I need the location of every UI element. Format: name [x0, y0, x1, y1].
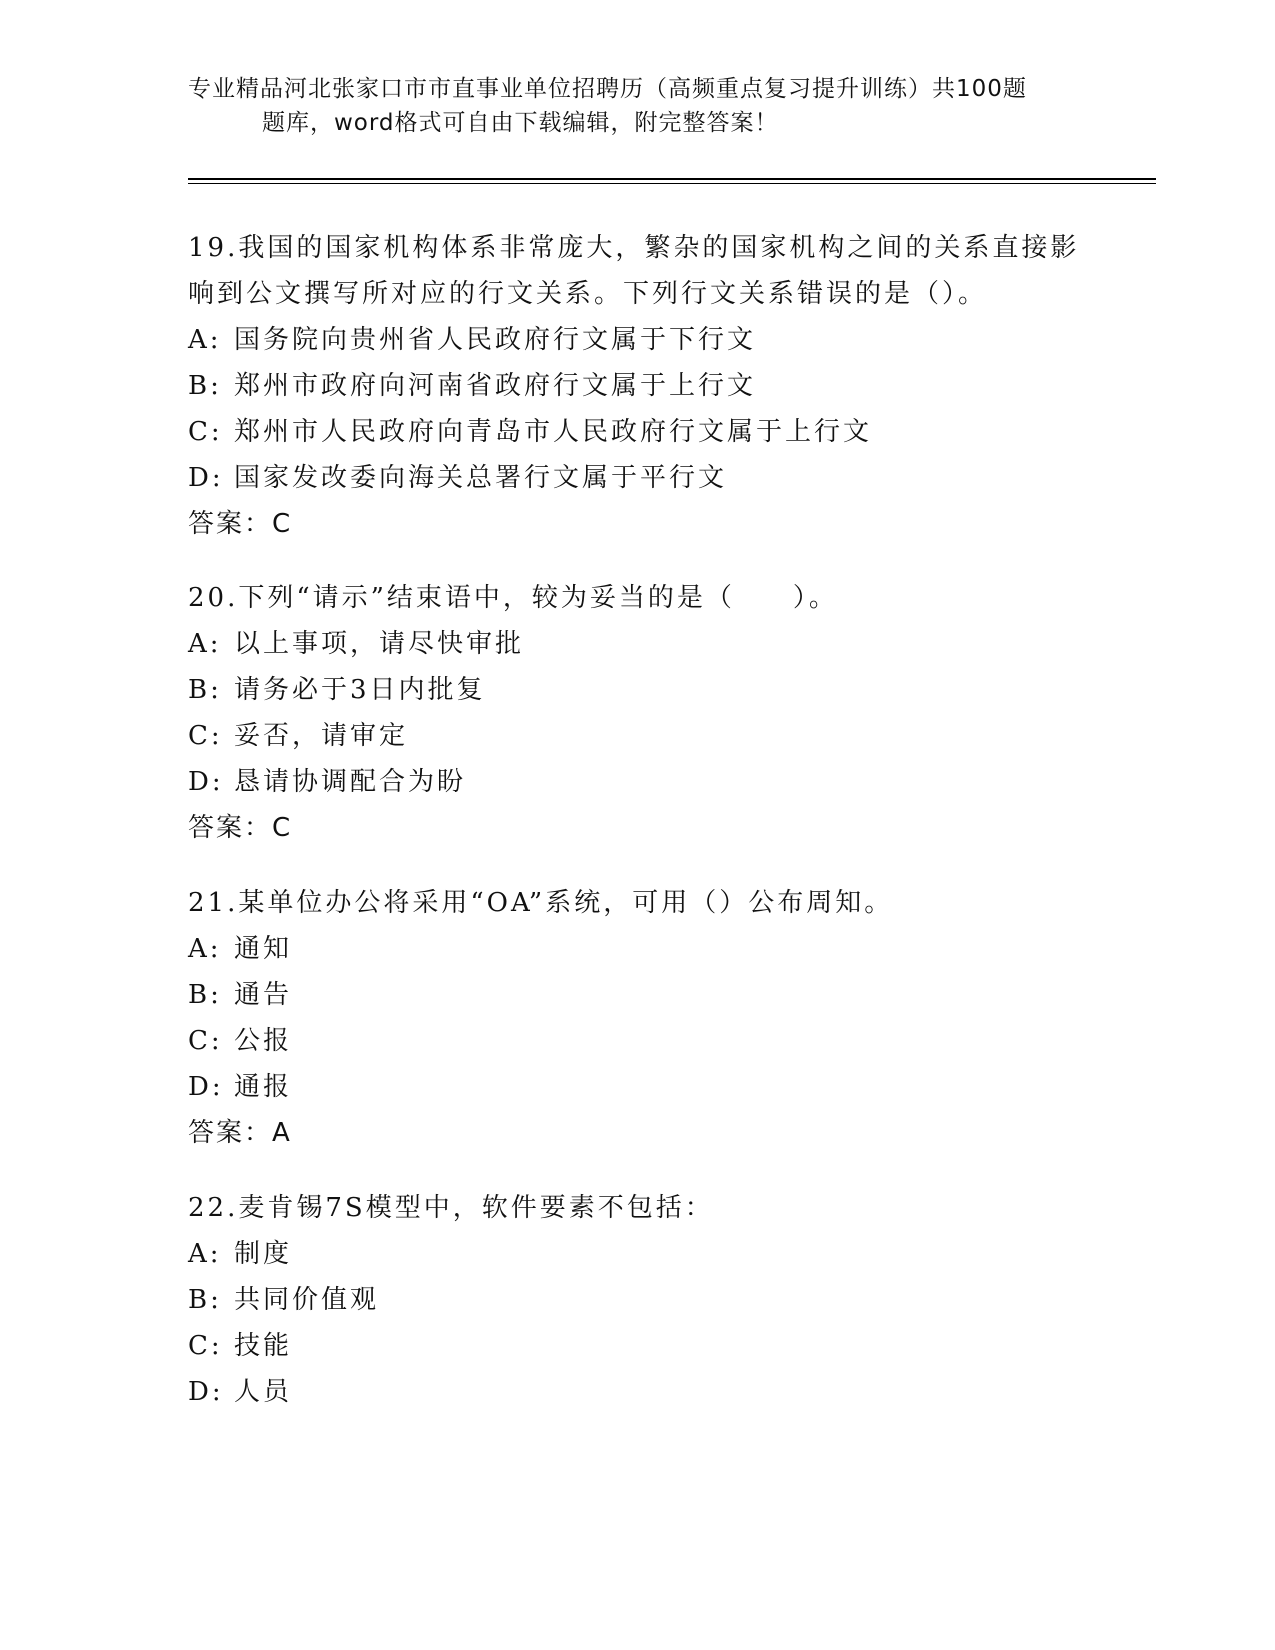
option-key: A: [188, 325, 222, 355]
option-text: 通报 [234, 1072, 293, 1102]
option-key: B: [188, 371, 222, 401]
option-text: 公报 [234, 1026, 293, 1056]
option-d [188, 1064, 1088, 1110]
answer-line: 答案：A [188, 1118, 292, 1148]
header-divider-thick [188, 178, 1156, 180]
option-key: A: [188, 629, 222, 659]
option-text: 共同价值观 [234, 1285, 380, 1315]
option-d [188, 455, 1088, 501]
question-stem: 19.我国的国家机构体系非常庞大，繁杂的国家机构之间的关系直接影 [188, 233, 1080, 263]
question-20 [188, 575, 1088, 851]
option-key: B: [188, 1285, 222, 1315]
header-title-line2: 题库，word格式可自由下载编辑，附完整答案！ [262, 110, 779, 136]
option-text: 请务必于3日内批复 [234, 675, 486, 705]
question-stem-continued: 响到公文撰写所对应的行文关系。下列行文关系错误的是（）。 [188, 279, 988, 309]
option-key: B: [188, 980, 222, 1010]
option-a [188, 1231, 1088, 1277]
answer-line: 答案：C [188, 813, 293, 843]
option-a [188, 621, 1088, 667]
option-key: D: [188, 463, 224, 493]
option-a [188, 926, 1088, 972]
option-a [188, 317, 1088, 363]
option-text: 国家发改委向海关总署行文属于平行文 [234, 463, 728, 493]
option-d [188, 1369, 1088, 1415]
document-header [188, 72, 1068, 140]
option-b [188, 972, 1088, 1018]
option-text: 以上事项，请尽快审批 [234, 629, 525, 659]
option-key: B: [188, 675, 222, 705]
option-c [188, 1018, 1088, 1064]
option-c [188, 409, 1088, 455]
option-text: 技能 [234, 1331, 293, 1361]
option-text: 郑州市人民政府向青岛市人民政府行文属于上行文 [234, 417, 873, 447]
question-stem: 22.麦肯锡7S模型中，软件要素不包括： [188, 1193, 714, 1223]
option-text: 制度 [234, 1239, 293, 1269]
option-key: D: [188, 1072, 224, 1102]
option-key: C: [188, 1331, 223, 1361]
option-text: 郑州市政府向河南省政府行文属于上行文 [234, 371, 757, 401]
answer-line: 答案：C [188, 509, 293, 539]
header-title-line1: 专业精品河北张家口市市直事业单位招聘历（高频重点复习提升训练）共100题 [188, 76, 1027, 102]
option-b [188, 363, 1088, 409]
option-key: C: [188, 1026, 223, 1056]
option-key: A: [188, 1239, 222, 1269]
option-text: 通告 [234, 980, 293, 1010]
question-stem: 21.某单位办公将采用“OA”系统，可用（）公布周知。 [188, 888, 894, 918]
header-divider-thin [188, 183, 1156, 184]
option-key: A: [188, 934, 222, 964]
question-stem: 20.下列“请示”结束语中，较为妥当的是（ ）。 [188, 583, 838, 613]
option-b [188, 667, 1088, 713]
question-21 [188, 880, 1088, 1156]
option-text: 人员 [234, 1377, 293, 1407]
option-d [188, 759, 1088, 805]
option-text: 恳请协调配合为盼 [234, 767, 467, 797]
option-b [188, 1277, 1088, 1323]
option-key: C: [188, 417, 223, 447]
question-19 [188, 225, 1088, 547]
option-text: 妥否，请审定 [234, 721, 409, 751]
option-text: 国务院向贵州省人民政府行文属于下行文 [234, 325, 757, 355]
option-key: C: [188, 721, 223, 751]
option-key: D: [188, 1377, 224, 1407]
option-c [188, 713, 1088, 759]
option-c [188, 1323, 1088, 1369]
option-text: 通知 [234, 934, 293, 964]
question-22 [188, 1185, 1088, 1415]
option-key: D: [188, 767, 224, 797]
